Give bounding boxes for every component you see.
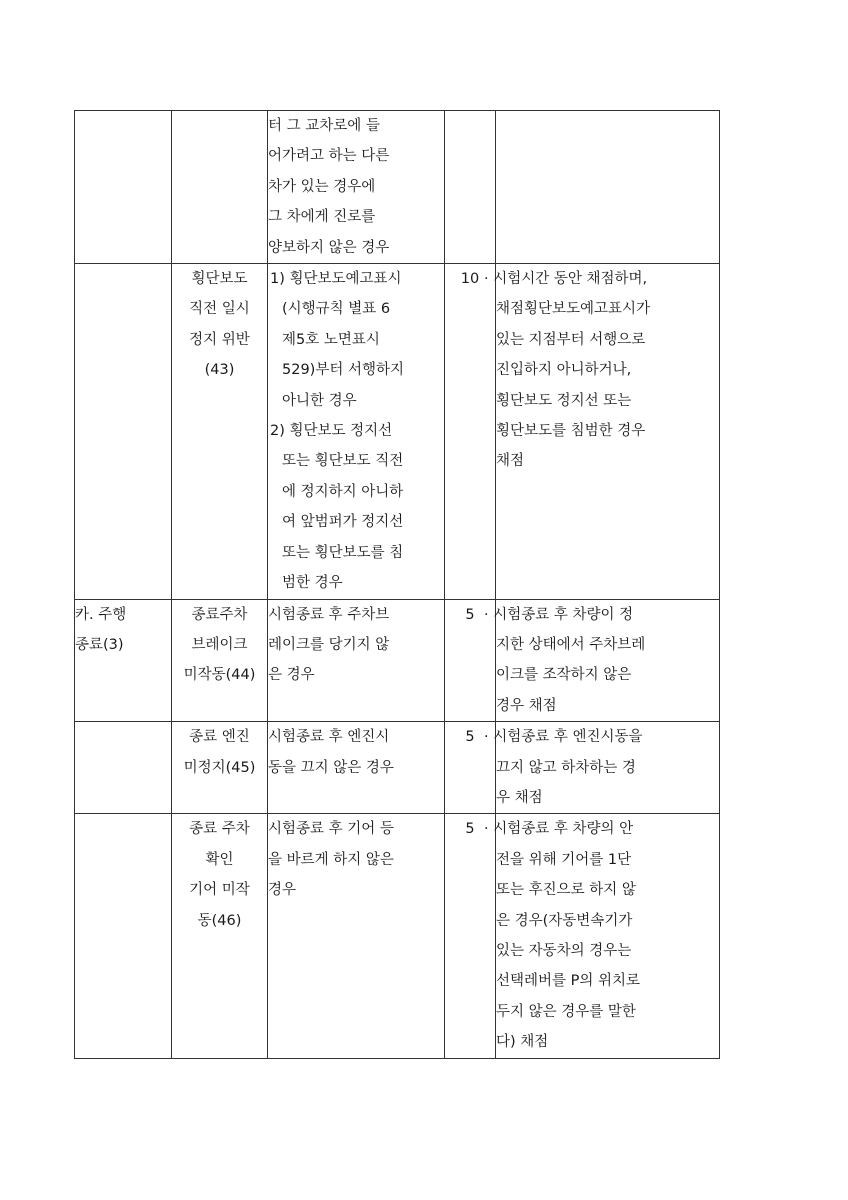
note-cell: · 시험종료 후 차량의 안 전을 위해 기어를 1단 또는 후진으로 하지 않 은 경우(자동변속기가 있는 자동차의 경우는 선택레버를 P의 위치로 두지 않은 경우를 말한 다) 채점: [496, 814, 720, 1058]
points-cell: 5: [445, 814, 496, 1058]
criteria-cell: 시험종료 후 기어 등 을 바르게 하지 않은 경우: [268, 814, 445, 1058]
table-row: [75, 814, 720, 1058]
item-cell: [172, 111, 268, 264]
note-cell: · 시험종료 후 엔진시동을 끄지 않고 하차하는 경 우 채점: [496, 722, 720, 814]
criteria-item-1: 1) 횡단보도예고표시 (시행규칙 별표 6 제5호 노면표시 529)부터 서행하지 아니한 경우: [270, 271, 404, 409]
category-cell: 카. 주행 종료(3): [75, 599, 172, 722]
criteria-cell: 터 그 교차로에 들 어가려고 하는 다른 차가 있는 경우에 그 차에게 진로를 양보하지 않은 경우: [268, 111, 445, 264]
points-cell: 5: [445, 599, 496, 722]
category-cell: [75, 722, 172, 814]
criteria-cell: [268, 264, 445, 599]
criteria-cell: 시험종료 후 주차브 레이크를 당기지 않 은 경우: [268, 599, 445, 722]
item-cell: 종료주차 브레이크 미작동(44): [172, 599, 268, 722]
note-cell: · 시험시간 동안 채점하며, 채점횡단보도예고표시가 있는 지점부터 서행으로 진입하지 아니하거나, 횡단보도 정지선 또는 횡단보도를 침범한 경우 채점: [496, 264, 720, 599]
points-cell: [445, 111, 496, 264]
table-row: [75, 111, 720, 264]
table-row: [75, 599, 720, 722]
table-row: [75, 722, 720, 814]
criteria-cell: 시험종료 후 엔진시 동을 끄지 않은 경우: [268, 722, 445, 814]
item-cell: 횡단보도 직전 일시 정지 위반 (43): [172, 264, 268, 599]
points-cell: 10: [445, 264, 496, 599]
category-cell: [75, 814, 172, 1058]
table-row: [75, 264, 720, 599]
note-cell: [496, 111, 720, 264]
item-cell: 종료 엔진 미정지(45): [172, 722, 268, 814]
criteria-item-2: 2) 횡단보도 정지선 또는 횡단보도 직전 에 정지하지 아니하 여 앞범퍼가 정지선 또는 횡단보도를 침 범한 경우: [270, 423, 404, 592]
item-cell: 종료 주차 확인 기어 미작 동(46): [172, 814, 268, 1058]
scoring-table: [74, 110, 720, 1059]
category-cell: [75, 264, 172, 599]
note-cell: · 시험종료 후 차량이 정 지한 상태에서 주차브레 이크를 조작하지 않은 경우 채점: [496, 599, 720, 722]
points-cell: 5: [445, 722, 496, 814]
category-cell: [75, 111, 172, 264]
